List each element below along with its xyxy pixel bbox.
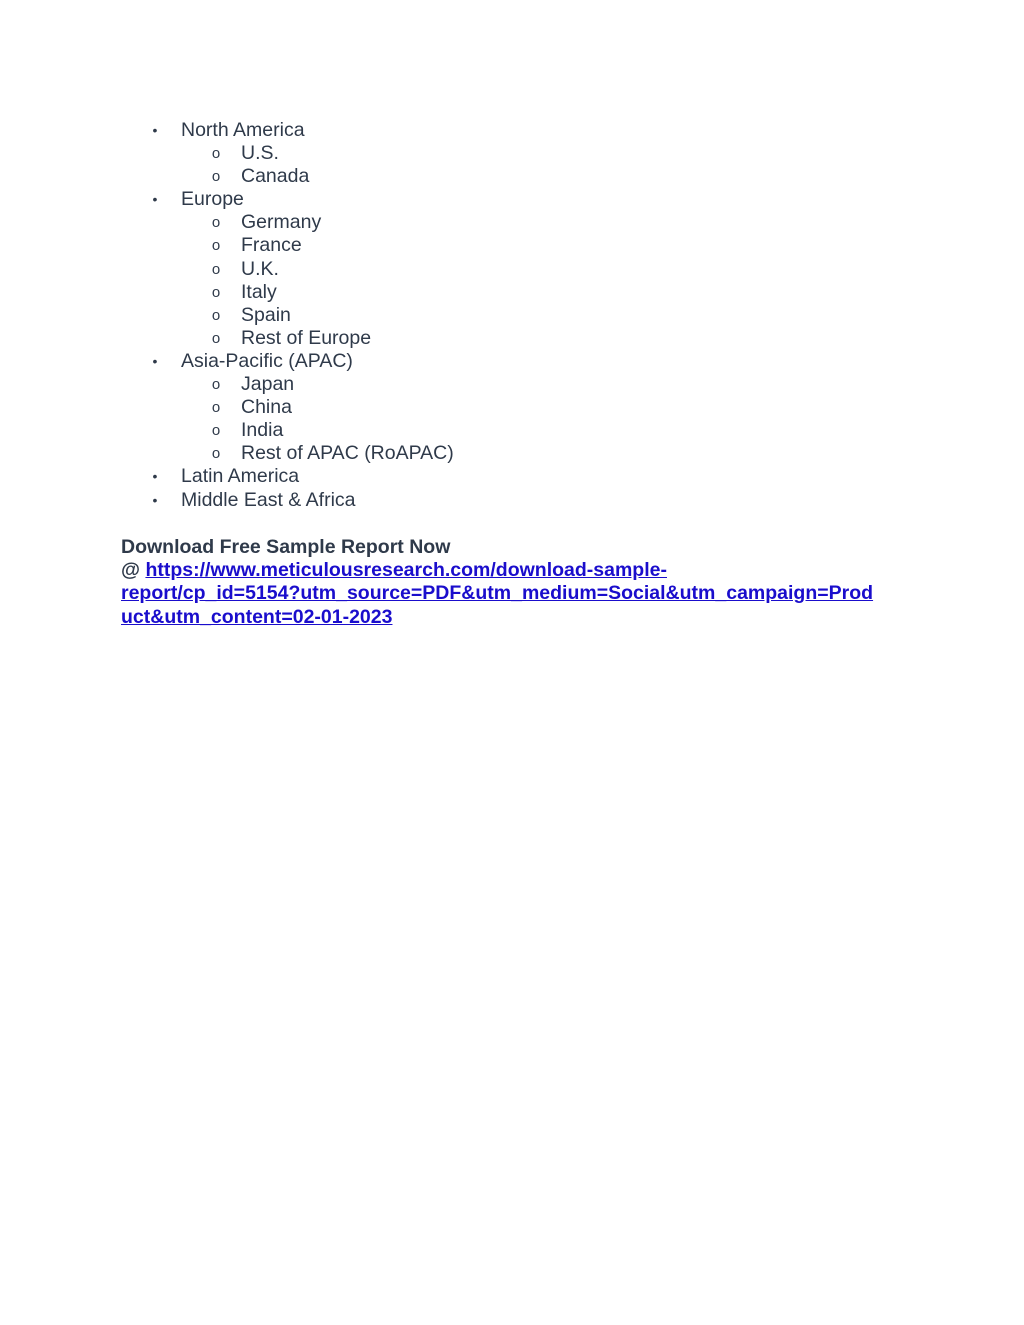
circle-bullet-icon: o xyxy=(211,422,221,440)
region-label: Middle East & Africa xyxy=(181,488,356,511)
circle-bullet-icon: o xyxy=(211,145,221,163)
circle-bullet-icon: o xyxy=(211,399,221,417)
bullet-icon: • xyxy=(152,468,158,485)
country-label: Rest of Europe xyxy=(241,326,372,349)
cta-link-line xyxy=(121,582,911,605)
circle-bullet-icon: o xyxy=(211,329,221,347)
cta-link-line xyxy=(121,559,911,582)
country-label: Rest of APAC (RoAPAC) xyxy=(241,442,454,465)
country-label: Spain xyxy=(241,303,291,326)
region-label: Asia-Pacific (APAC) xyxy=(181,349,353,372)
circle-bullet-icon: o xyxy=(211,237,221,255)
cta-heading: Download Free Sample Report Now xyxy=(121,536,451,558)
circle-bullet-icon: o xyxy=(211,306,221,324)
country-label: Germany xyxy=(241,211,322,234)
country-label: China xyxy=(241,396,292,419)
region-label: North America xyxy=(181,119,305,141)
bullet-icon: • xyxy=(152,191,158,208)
circle-bullet-icon: o xyxy=(211,214,221,232)
sample-report-link[interactable]: https://www.meticulousresearch.com/download-sample- xyxy=(145,559,667,582)
circle-bullet-icon: o xyxy=(211,376,221,394)
sample-report-link[interactable]: report/cp_id=5154?utm_source=PDF&utm_medium=Social&utm_campaign=Prod xyxy=(121,582,874,605)
country-label: India xyxy=(241,419,284,442)
region-label: Latin America xyxy=(181,465,300,488)
bullet-icon: • xyxy=(152,352,158,369)
country-label: U.K. xyxy=(241,257,279,280)
country-label: France xyxy=(241,234,302,257)
download-sample-section xyxy=(121,536,911,629)
sample-report-link[interactable]: uct&utm_content=02-01-2023 xyxy=(121,605,393,628)
country-label: U.S. xyxy=(241,142,279,165)
country-label: Canada xyxy=(241,165,310,188)
at-prefix: @ xyxy=(121,559,146,582)
circle-bullet-icon: o xyxy=(211,260,221,278)
country-label: Japan xyxy=(241,373,295,396)
cta-link-line xyxy=(121,606,911,629)
region-label: Europe xyxy=(181,188,244,211)
circle-bullet-icon: o xyxy=(211,168,221,186)
bullet-icon: • xyxy=(152,122,158,138)
circle-bullet-icon: o xyxy=(211,283,221,301)
bullet-icon: • xyxy=(152,491,158,508)
circle-bullet-icon: o xyxy=(211,445,221,463)
country-label: Italy xyxy=(241,280,277,303)
